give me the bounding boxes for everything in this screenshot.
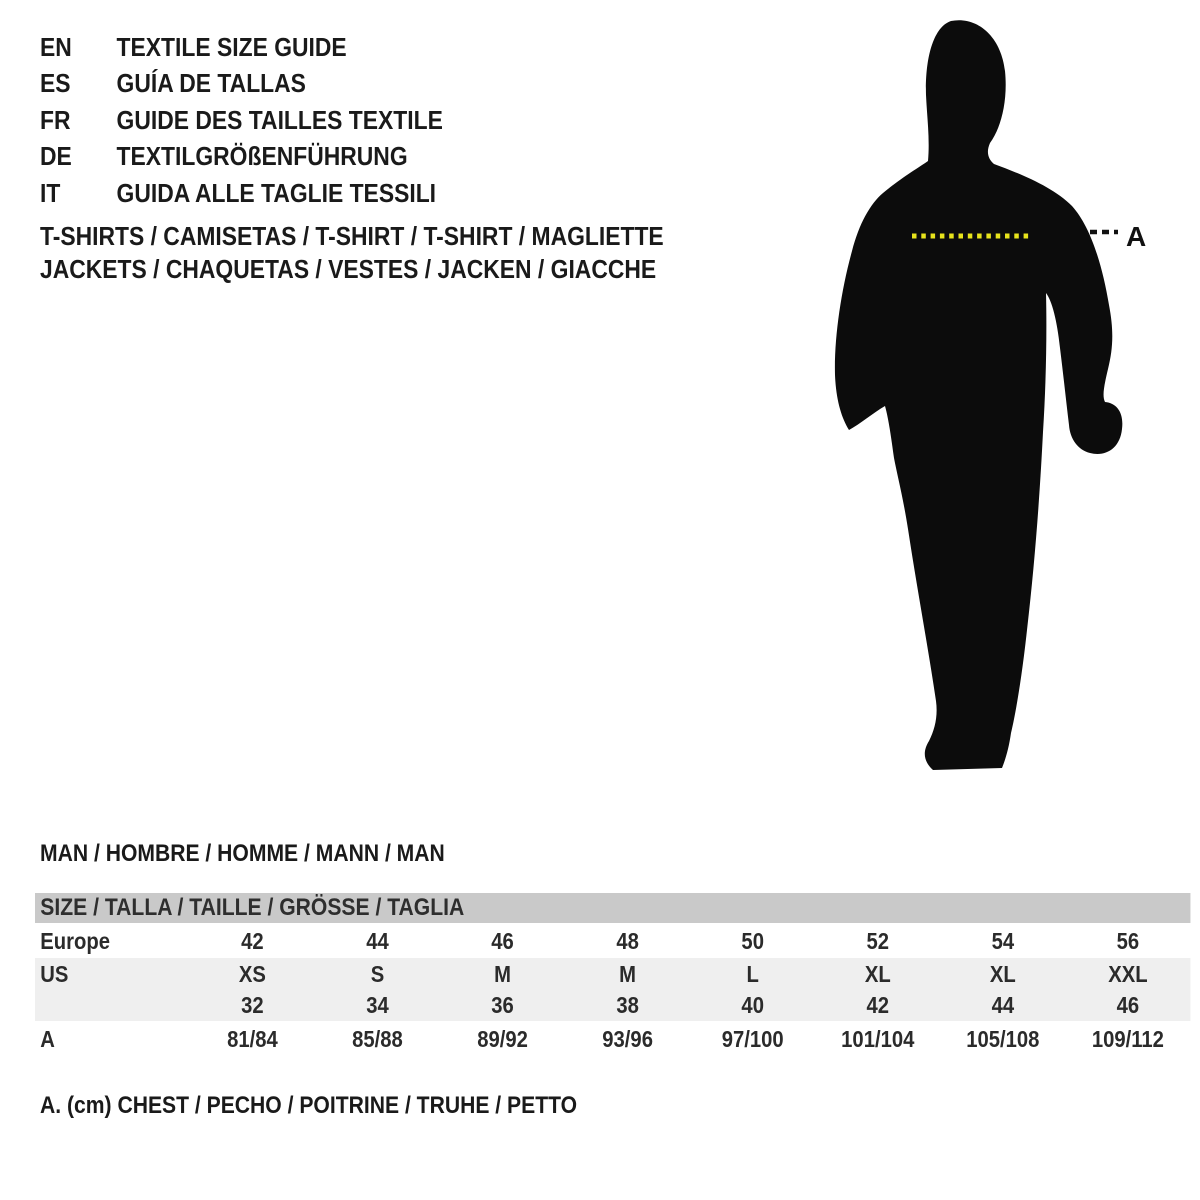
section-title-man: MAN / HOMBRE / HOMME / MANN / MAN	[40, 840, 445, 867]
measure-label-a: A	[1126, 221, 1147, 252]
language-row	[40, 66, 533, 103]
language-row	[40, 175, 533, 212]
man-silhouette	[835, 20, 1122, 770]
table-row-chest-a	[35, 1021, 1190, 1057]
chest-footnote: A. (cm) CHEST / PECHO / POITRINE / TRUHE / PETTO	[40, 1092, 578, 1119]
size-cell: 44	[366, 928, 389, 954]
row-label: A	[40, 1025, 55, 1052]
size-cell: 81/84	[227, 1025, 278, 1052]
language-row	[40, 29, 533, 66]
size-cell: XL	[864, 960, 891, 987]
size-cell: 50	[741, 928, 764, 954]
size-cell: 52	[866, 928, 890, 954]
size-cell: XL	[989, 960, 1016, 987]
size-table	[35, 893, 1190, 1057]
product-categories	[40, 220, 797, 286]
language-code: FR	[40, 104, 71, 135]
language-row	[40, 139, 533, 176]
size-cell: 54	[991, 928, 1015, 954]
size-cell: 46	[491, 928, 514, 954]
table-row-us	[35, 958, 1190, 990]
size-cell: 89/92	[477, 1025, 528, 1052]
size-table-header: SIZE / TALLA / TAILLE / GRÖSSE / TAGLIA	[35, 893, 1190, 923]
language-code: EN	[40, 31, 72, 62]
size-cell: 46	[1116, 992, 1140, 1018]
category-line-tshirts: T-SHIRTS / CAMISETAS / T-SHIRT / T-SHIRT / MAGLIETTE	[40, 221, 664, 251]
row-label: Europe	[40, 928, 111, 954]
size-cell: 105/108	[966, 1025, 1040, 1052]
size-cell: XS	[238, 960, 266, 987]
language-title: TEXTILGRÖßENFÜHRUNG	[116, 141, 408, 172]
man-silhouette-svg	[800, 0, 1200, 800]
category-line-jackets: JACKETS / CHAQUETAS / VESTES / JACKEN / GIACCHE	[40, 254, 657, 284]
size-cell: L	[746, 960, 759, 987]
row-label: US	[40, 960, 69, 987]
size-cell: 32	[241, 992, 264, 1018]
size-cell: M	[619, 960, 637, 987]
language-code: DE	[40, 141, 72, 172]
size-cell: 44	[991, 992, 1015, 1018]
size-cell: XXL	[1108, 960, 1148, 987]
man-silhouette-figure	[800, 0, 1200, 800]
size-cell: 36	[491, 992, 514, 1018]
size-cell: 34	[366, 992, 389, 1018]
size-cell: 101/104	[841, 1025, 915, 1052]
language-row	[40, 102, 533, 139]
language-title: GUIDA ALLE TAGLIE TESSILI	[116, 177, 437, 208]
size-cell: 42	[241, 928, 264, 954]
size-cell: 97/100	[721, 1025, 784, 1052]
table-row-numeric	[35, 990, 1190, 1021]
size-cell: 42	[866, 992, 890, 1018]
size-cell: 85/88	[352, 1025, 403, 1052]
language-code: ES	[40, 68, 71, 99]
language-title: TEXTILE SIZE GUIDE	[116, 31, 347, 62]
size-cell: M	[494, 960, 511, 987]
language-title-list	[40, 29, 533, 212]
size-cell: S	[370, 960, 385, 987]
size-cell: 38	[616, 992, 639, 1018]
size-cell: 56	[1116, 928, 1140, 954]
size-cell: 40	[741, 992, 764, 1018]
table-row-europe	[35, 925, 1190, 958]
language-code: IT	[40, 177, 61, 208]
language-title: GUIDE DES TAILLES TEXTILE	[116, 104, 443, 135]
size-cell: 48	[616, 928, 639, 954]
size-cell: 93/96	[602, 1025, 653, 1052]
language-title: GUÍA DE TALLAS	[116, 68, 306, 99]
size-cell: 109/112	[1091, 1025, 1164, 1052]
